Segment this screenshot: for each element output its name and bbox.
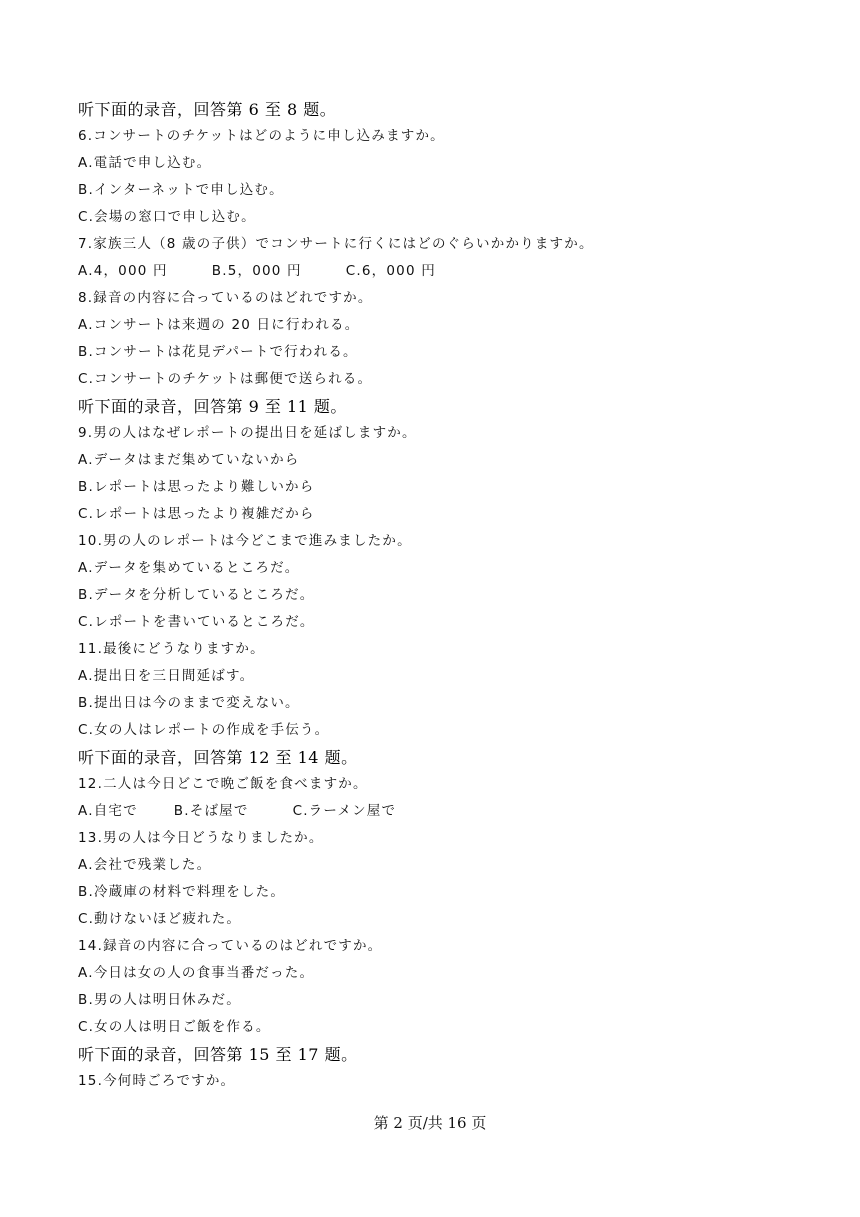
option-13-c: C.動けないほど疲れた。 xyxy=(78,911,242,927)
options-7-row xyxy=(78,258,798,285)
option-7-a: A.4，000 円 xyxy=(78,263,168,279)
question-12: 12.二人は今日どこで晩ご飯を食べますか。 xyxy=(78,776,368,792)
option-8-a: A.コンサートは来週の 20 日に行われる。 xyxy=(78,317,360,333)
option-13-b: B.冷蔵庫の材料で料理をした。 xyxy=(78,884,286,900)
option-6-b: B.インターネットで申し込む。 xyxy=(78,182,284,198)
option-6-c: C.会場の窓口で申し込む。 xyxy=(78,209,256,225)
option-12-b: B.そば屋で xyxy=(173,803,249,819)
question-11: 11.最後にどうなりますか。 xyxy=(78,641,265,657)
option-7-b: B.5，000 円 xyxy=(211,263,302,279)
question-list xyxy=(78,96,798,1095)
option-12-c: C.ラーメン屋で xyxy=(292,803,397,819)
option-10-a: A.データを集めているところだ。 xyxy=(78,560,300,576)
question-9: 9.男の人はなぜレポートの提出日を延ばしますか。 xyxy=(78,425,417,441)
question-10: 10.男の人のレポートは今どこまで進みましたか。 xyxy=(78,533,412,549)
question-7: 7.家族三人（8 歳の子供）でコンサートに行くにはどのぐらいかかりますか。 xyxy=(78,236,594,252)
option-8-b: B.コンサートは花見デパートで行われる。 xyxy=(78,344,358,360)
options-12-row xyxy=(78,798,798,825)
option-14-a: A.今日は女の人の食事当番だった。 xyxy=(78,965,315,981)
question-13: 13.男の人は今日どうなりましたか。 xyxy=(78,830,324,846)
page-footer: 第 2 页/共 16 页 xyxy=(373,1114,487,1132)
section-heading-6-8: 听下面的录音，回答第 6 至 8 题。 xyxy=(78,100,337,119)
option-14-c: C.女の人は明日ご飯を作る。 xyxy=(78,1019,271,1035)
option-7-c: C.6，000 円 xyxy=(345,263,436,279)
option-10-b: B.データを分析しているところだ。 xyxy=(78,587,315,603)
section-heading-12-14: 听下面的录音，回答第 12 至 14 题。 xyxy=(78,748,358,767)
option-6-a: A.電話で申し込む。 xyxy=(78,155,212,171)
section-heading-9-11: 听下面的录音，回答第 9 至 11 题。 xyxy=(78,397,347,416)
option-10-c: C.レポートを書いているところだ。 xyxy=(78,614,315,630)
option-8-c: C.コンサートのチケットは郵便で送られる。 xyxy=(78,371,373,387)
question-15: 15.今何時ごろですか。 xyxy=(78,1073,236,1089)
option-9-b: B.レポートは思ったより難しいから xyxy=(78,479,315,495)
option-12-a: A.自宅で xyxy=(78,803,138,819)
option-13-a: A.会社で残業した。 xyxy=(78,857,212,873)
option-9-c: C.レポートは思ったより複雑だから xyxy=(78,506,315,522)
question-6: 6.コンサートのチケットはどのように申し込みますか。 xyxy=(78,128,445,144)
question-14: 14.録音の内容に合っているのはどれですか。 xyxy=(78,938,383,954)
option-11-c: C.女の人はレポートの作成を手伝う。 xyxy=(78,722,330,738)
option-14-b: B.男の人は明日休みだ。 xyxy=(78,992,241,1008)
question-8: 8.録音の内容に合っているのはどれですか。 xyxy=(78,290,373,306)
option-9-a: A.データはまだ集めていないから xyxy=(78,452,300,468)
option-11-a: A.提出日を三日間延ばす。 xyxy=(78,668,255,684)
section-heading-15-17: 听下面的录音，回答第 15 至 17 题。 xyxy=(78,1045,358,1064)
option-11-b: B.提出日は今のままで変えない。 xyxy=(78,695,300,711)
